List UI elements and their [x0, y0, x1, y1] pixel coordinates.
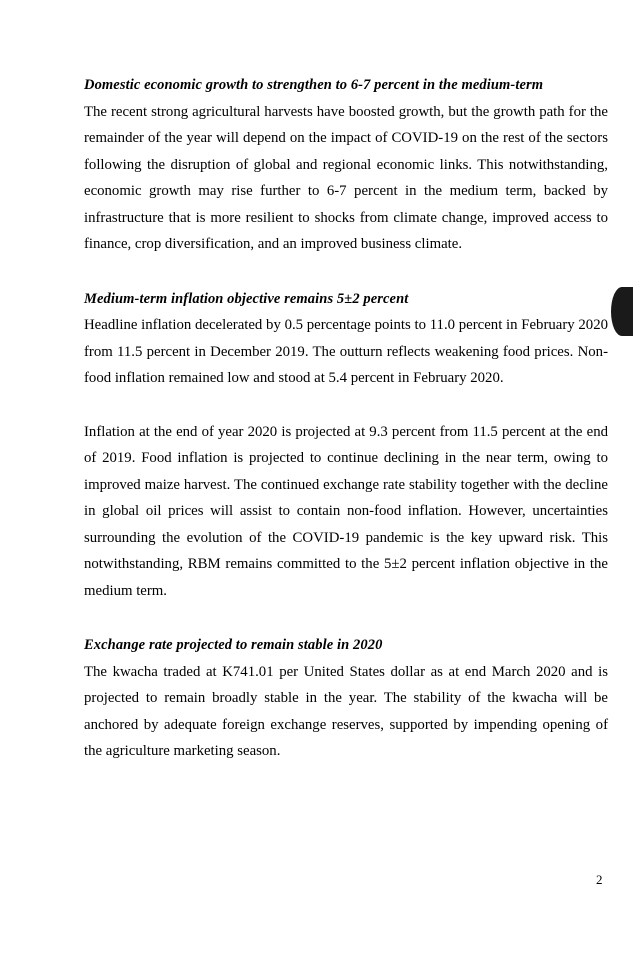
section-heading: Exchange rate projected to remain stable in 2020: [84, 637, 383, 653]
section-medium-term-inflation: [84, 286, 608, 605]
page-edge-artifact: [611, 287, 633, 336]
spacer: [84, 258, 608, 286]
section-paragraph: The recent strong agricultural harvests have boosted growth, but the growth path for the remainder of the year will depend on the impact of COVID-19 on the rest of the sectors following the disruption of global and regional economic links. This notwithstanding, economic growth may rise further to 6-7 percent in the medium term, backed by infrastructure that is more resilient to shocks from climate change, improved access to finance, crop diversification, and an improved business climate.: [84, 103, 608, 252]
section-domestic-economic-growth: [84, 72, 608, 258]
section-heading: Medium-term inflation objective remains 5±2 percent: [84, 290, 409, 307]
section-paragraph: Inflation at the end of year 2020 is projected at 9.3 percent from 11.5 percent at the end of 2019. Food inflation is projected to continue declining in the near term, owing to improved maize harvest. The continued exchange rate stability together with the decline in global oil prices will assist to contain non-food inflation. However, uncertainties surrounding the evolution of the COVID-19 pandemic is the key upward risk. This notwithstanding, RBM remains committed to the 5±2 percent inflation objective in the medium term.: [84, 423, 608, 599]
section-heading: Domestic economic growth to strengthen to 6-7 percent in the medium-term: [84, 77, 544, 93]
section-paragraph: The kwacha traded at K741.01 per United States dollar as at end March 2020 and is projected to remain broadly stable in the year. The stability of the kwacha will be anchored by adequate foreign exchange reserves, supported by impending opening of the agriculture marketing season.: [84, 663, 608, 759]
section-paragraph: Headline inflation decelerated by 0.5 percentage points to 11.0 percent in February 2020 from 11.5 percent in December 2019. The outturn reflects weakening food prices. Non-food inflation remained low and stood at 5.4 percent in February 2020.: [84, 317, 608, 386]
spacer: [84, 604, 608, 632]
document-body: [84, 72, 608, 765]
spacer: [84, 392, 608, 419]
section-exchange-rate: [84, 632, 608, 765]
page-number: 2: [596, 872, 603, 887]
